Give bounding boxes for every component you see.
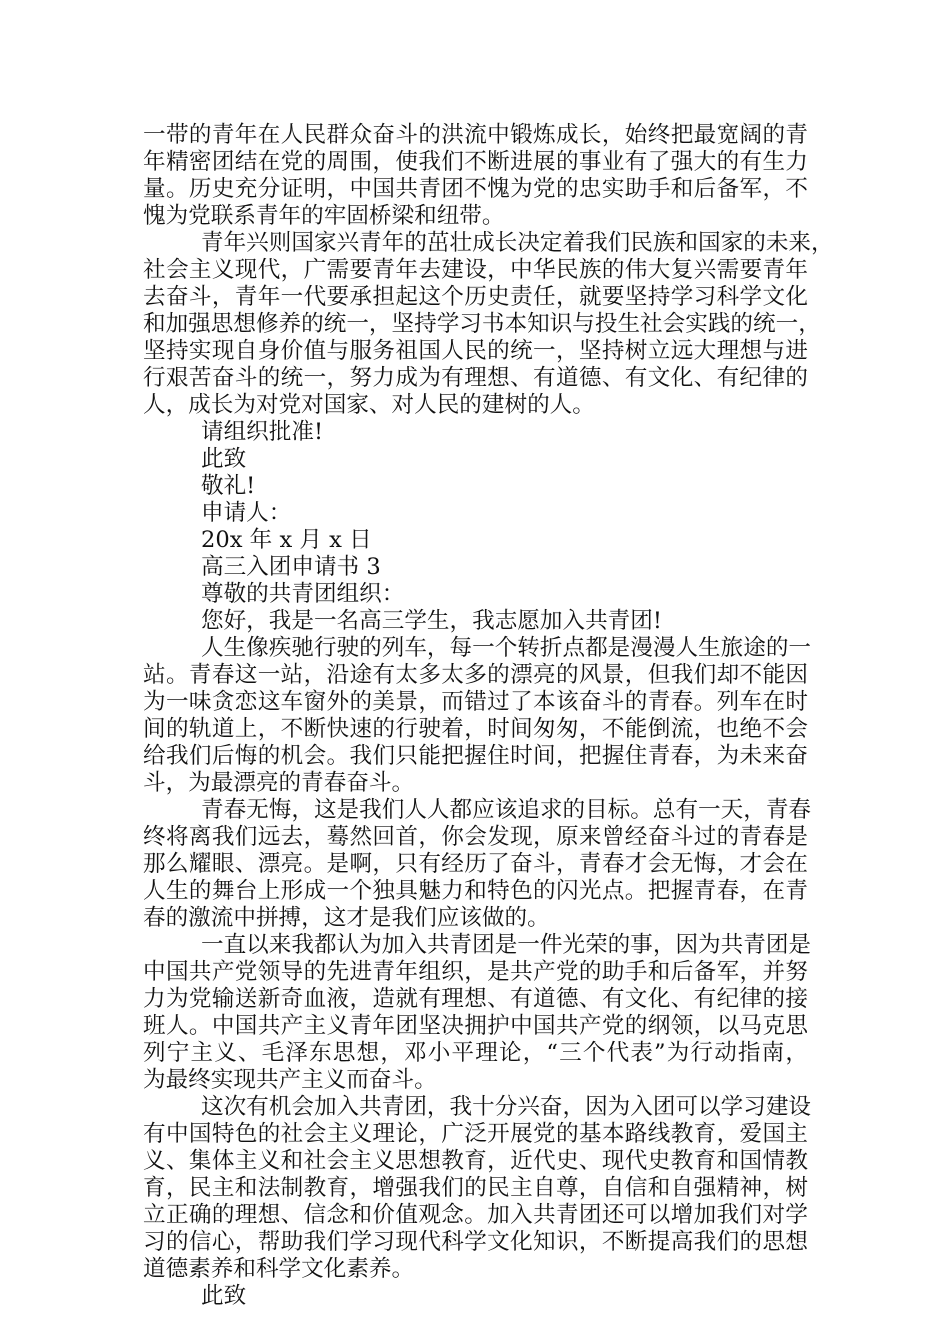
text-line: 高三入团申请书 3 bbox=[201, 554, 381, 580]
text-line: 尊敬的共青团组织： bbox=[201, 581, 405, 607]
text-line: 人生像疾驰行驶的列车，每一个转折点都是漫漫人生旅途的一 bbox=[201, 635, 812, 661]
text-line: 社会主义现代，广需要青年去建设，中华民族的伟大复兴需要青年 bbox=[143, 257, 808, 283]
text-line: 力为党输送新奇血液，造就有理想、有道德、有文化、有纪律的接 bbox=[143, 986, 808, 1012]
text-line: 春的激流中拼搏，这才是我们应该做的。 bbox=[143, 905, 550, 931]
text-line: 此致 bbox=[201, 1283, 247, 1309]
text-line: 站。青春这一站，沿途有太多太多的漂亮的风景，但我们却不能因 bbox=[143, 662, 808, 688]
text-line: 人，成长为对党对国家、对人民的建树的人。 bbox=[143, 392, 595, 418]
text-line: 给我们后悔的机会。我们只能把握住时间，把握住青春，为未来奋 bbox=[143, 743, 808, 769]
text-line: 班人。中国共产主义青年团坚决拥护中国共产党的纲领，以马克思 bbox=[143, 1013, 808, 1039]
text-line: 敬礼! bbox=[201, 473, 256, 499]
text-line: 坚持实现自身价值与服务祖国人民的统一，坚持树立远大理想与进 bbox=[143, 338, 808, 364]
text-line: 申请人： bbox=[201, 500, 292, 526]
text-line: 中国共产党领导的先进青年组织，是共产党的助手和后备军，并努 bbox=[143, 959, 808, 985]
text-line: 斗，为最漂亮的青春奋斗。 bbox=[143, 770, 415, 796]
text-line: 间的轨道上，不断快速的行驶着，时间匆匆，不能倒流，也绝不会 bbox=[143, 716, 808, 742]
text-line: 习的信心，帮助我们学习现代科学文化知识，不断提高我们的思想 bbox=[143, 1229, 808, 1255]
text-line: 育，民主和法制教育，增强我们的民主自尊，自信和自强精神，树 bbox=[143, 1175, 808, 1201]
text-line: 人生的舞台上形成一个独具魅力和特色的闪光点。把握青春，在青 bbox=[143, 878, 808, 904]
text-line: 道德素养和科学文化素养。 bbox=[143, 1256, 415, 1282]
text-line: 青年兴则国家兴青年的茁壮成长决定着我们民族和国家的未来， bbox=[201, 230, 834, 256]
text-line: 那么耀眼、漂亮。是啊，只有经历了奋斗，青春才会无悔，才会在 bbox=[143, 851, 808, 877]
text-line: 您好，我是一名高三学生，我志愿加入共青团! bbox=[201, 608, 662, 634]
text-line: 一带的青年在人民群众奋斗的洪流中锻炼成长，始终把最宽阔的青 bbox=[143, 122, 808, 148]
text-line: 终将离我们远去，蓦然回首，你会发现，原来曾经奋斗过的青春是 bbox=[143, 824, 808, 850]
text-line: 和加强思想修养的统一，坚持学习书本知识与投生社会实践的统一， bbox=[143, 311, 821, 337]
text-line: 义、集体主义和社会主义思想教育，近代史、现代史教育和国情教 bbox=[143, 1148, 808, 1174]
text-line: 此致 bbox=[201, 446, 247, 472]
text-line: 一直以来我都认为加入共青团是一件光荣的事，因为共青团是 bbox=[201, 932, 812, 958]
text-line: 立正确的理想、信念和价值观念。加入共青团还可以增加我们对学 bbox=[143, 1202, 808, 1228]
text-line: 有中国特色的社会主义理论，广泛开展党的基本路线教育，爱国主 bbox=[143, 1121, 808, 1147]
text-line: 愧为党联系青年的牢固桥梁和纽带。 bbox=[143, 203, 505, 229]
document-body bbox=[143, 122, 834, 1310]
text-line: 20x 年 x 月 x 日 bbox=[201, 527, 372, 553]
text-line: 请组织批准! bbox=[201, 419, 324, 445]
text-line: 为一味贪恋这车窗外的美景，而错过了本该奋斗的青春。列车在时 bbox=[143, 689, 808, 715]
text-line: 为最终实现共产主义而奋斗。 bbox=[143, 1067, 437, 1093]
text-line: 量。历史充分证明，中国共青团不愧为党的忠实助手和后备军，不 bbox=[143, 176, 808, 202]
text-line: 年精密团结在党的周围，使我们不断进展的事业有了强大的有生力 bbox=[143, 149, 808, 175]
text-line: 这次有机会加入共青团，我十分兴奋，因为入团可以学习建设 bbox=[201, 1094, 812, 1120]
text-line: 列宁主义、毛泽东思想，邓小平理论，“三个代表”为行动指南， bbox=[143, 1040, 808, 1066]
text-line: 去奋斗，青年一代要承担起这个历史责任，就要坚持学习科学文化 bbox=[143, 284, 808, 310]
text-line: 行艰苦奋斗的统一，努力成为有理想、有道德、有文化、有纪律的 bbox=[143, 365, 808, 391]
text-line: 青春无悔，这是我们人人都应该追求的目标。总有一天，青春 bbox=[201, 797, 812, 823]
